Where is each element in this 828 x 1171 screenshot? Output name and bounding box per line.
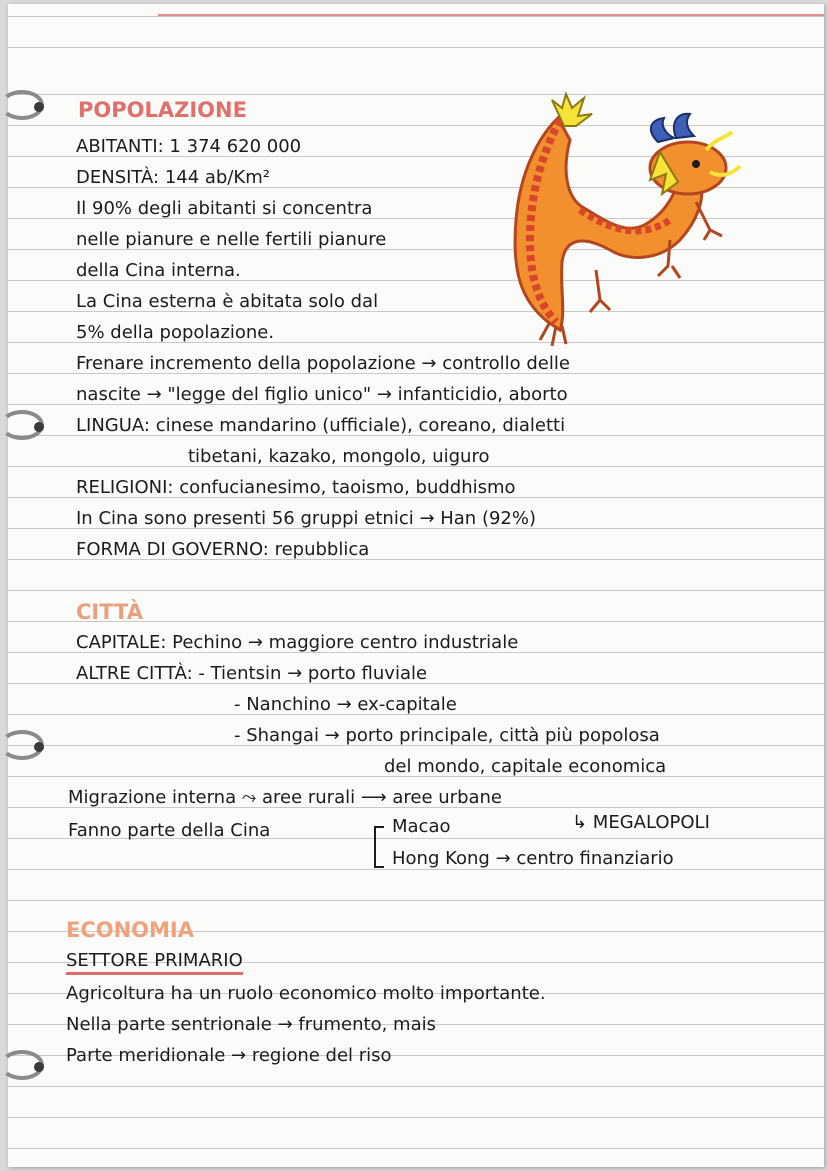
text-line: nascite → "legge del figlio unico" → infanticidio, aborto	[76, 384, 568, 405]
hongkong-line: Hong Kong → centro finanziario	[392, 848, 674, 869]
governo-line: FORMA DI GOVERNO: repubblica	[76, 539, 370, 560]
top-margin-rule	[158, 14, 824, 16]
heading-economia: ECONOMIA	[66, 918, 194, 942]
text-line: Il 90% degli abitanti si concentra	[76, 198, 373, 219]
densita-line: DENSITÀ: 144 ab/Km²	[76, 167, 270, 188]
religioni-line: RELIGIONI: confucianesimo, taoismo, buddhismo	[76, 477, 516, 498]
migrazione-line: Migrazione interna ⤳ aree rurali ⟶ aree urbane	[68, 787, 503, 808]
text-line: nelle pianure e nelle fertili pianure	[76, 229, 387, 250]
capitale-line: CAPITALE: Pechino → maggiore centro industriale	[76, 632, 519, 653]
text-line: 5% della popolazione.	[76, 322, 275, 343]
bracket-icon	[374, 826, 384, 868]
binder-ring-icon	[0, 730, 44, 760]
heading-popolazione: POPOLAZIONE	[78, 98, 247, 122]
text-line: Agricoltura ha un ruolo economico molto importante.	[66, 983, 546, 1004]
notebook-page	[8, 4, 824, 1167]
binder-ring-icon	[0, 90, 44, 120]
text-line: della Cina interna.	[76, 260, 241, 281]
text-line: La Cina esterna è abitata solo dal	[76, 291, 379, 312]
lingua-line: LINGUA: cinese mandarino (ufficiale), coreano, dialetti	[76, 415, 566, 436]
binder-ring-icon	[0, 1050, 44, 1080]
megalopoli-label: ↳ MEGALOPOLI	[572, 812, 710, 833]
binder-ring-icon	[0, 410, 44, 440]
lingua-cont-line: tibetani, kazako, mongolo, uiguro	[188, 446, 490, 467]
shangai-line: - Shangai → porto principale, città più popolosa	[234, 725, 660, 746]
macao-label: Macao	[392, 816, 451, 837]
abitanti-line: ABITANTI: 1 374 620 000	[76, 136, 302, 157]
text-line: Nella parte sentrionale → frumento, mais	[66, 1014, 436, 1035]
text-line: Parte meridionale → regione del riso	[66, 1045, 392, 1066]
nanchino-line: - Nanchino → ex-capitale	[234, 694, 457, 715]
gruppi-etnici-line: In Cina sono presenti 56 gruppi etnici → Han (92%)	[76, 508, 536, 529]
text-line: Frenare incremento della popolazione → controllo delle	[76, 353, 570, 374]
settore-primario-label: SETTORE PRIMARIO	[66, 950, 243, 975]
settore-primario-subheading	[66, 950, 243, 972]
dragon-icon	[500, 90, 750, 352]
heading-citta: CITTÀ	[76, 600, 143, 624]
fanno-parte-line: Fanno parte della Cina	[68, 820, 271, 841]
shangai-cont-line: del mondo, capitale economica	[384, 756, 667, 777]
altre-citta-line: ALTRE CITTÀ: - Tientsin → porto fluviale	[76, 663, 428, 684]
